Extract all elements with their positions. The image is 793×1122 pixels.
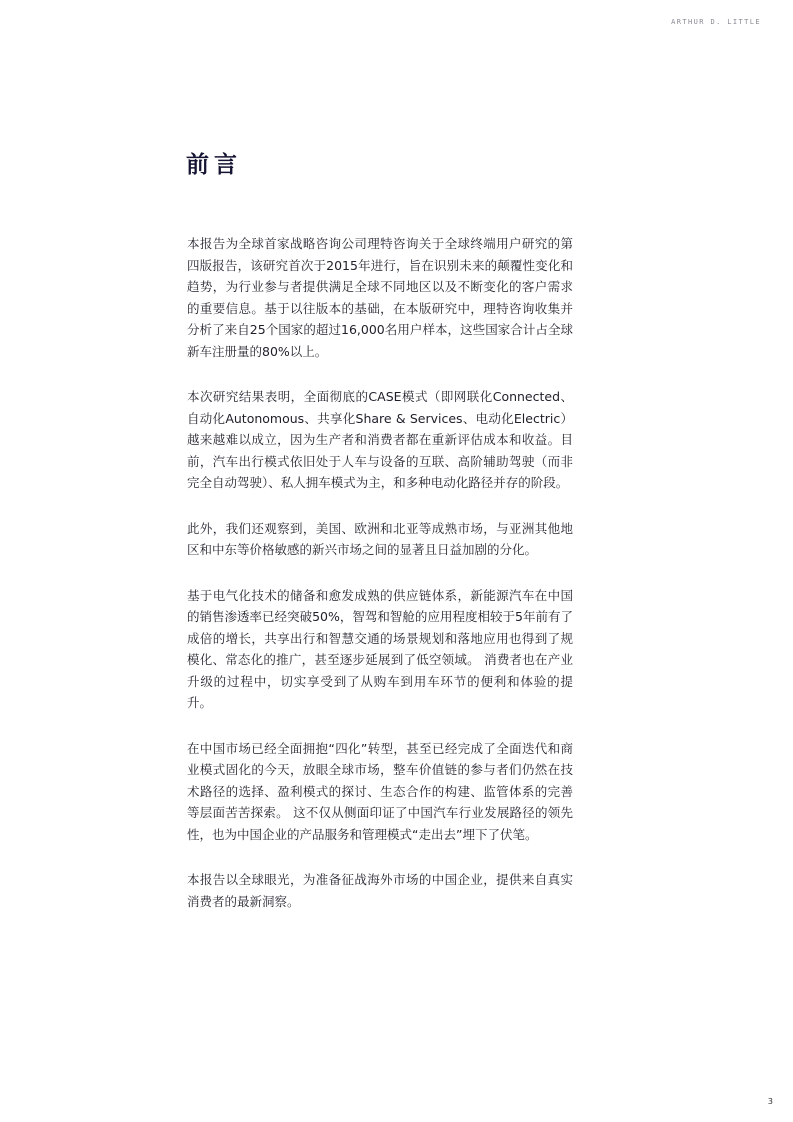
paragraph-market-divergence: 此外，我们还观察到，美国、欧洲和北亚等成熟市场，与亚洲其他地区和中东等价格敏感的新兴市场之间的显著且日益加剧的分化。 xyxy=(187,520,573,557)
page-title: 前言 xyxy=(186,152,242,178)
body-text xyxy=(187,233,573,936)
paragraph-china-market: 在中国市场已经全面拥抱“四化”转型，甚至已经完成了全面迭代和商业模式固化的今天，放眼全球市场，整车价值链的参与者们仍然在技术路径的选择、盈利模式的探讨、生态合作的构建、监管体系的完善等层面苦苦探索。 这不仅从侧面印证了中国汽车行业发展路径的领先性，也为中国企业的产品服务和管理模式“走出去”埋下了伏笔。 xyxy=(187,740,573,842)
paragraph-intro: 本报告为全球首家战略咨询公司理特咨询关于全球终端用户研究的第四版报告，该研究首次于2015年进行，旨在识别未来的颠覆性变化和趋势，为行业参与者提供满足全球不同地区以及不断变化的客户需求的重要信息。基于以往版本的基础，在本版研究中，理特咨询收集并分析了来自25个国家的超过16,000名用户样本，这些国家合计占全球新车注册量的80%以上。 xyxy=(187,236,573,359)
paragraph-conclusion: 本报告以全球眼光，为准备征战海外市场的中国企业，提供来自真实消费者的最新洞察。 xyxy=(187,872,573,909)
paragraph-case-model: 本次研究结果表明，全面彻底的CASE模式（即网联化Connected、自动化Autonomous、共享化Share & Services、电动化Electric）越来越难以成立，因为生产者和消费者都在重新评估成本和收益。目前，汽车出行模式依旧处于人车与设备的互联、高阶辅助驾驶（而非完全自动驾驶）、私人拥车模式为主，和多种电动化路径并存的阶段。 xyxy=(187,389,573,490)
brand-header: ARTHUR D. LITTLE xyxy=(671,18,761,26)
paragraph-china-nev: 基于电气化技术的储备和愈发成熟的供应链体系，新能源汽车在中国的销售渗透率已经突破50%，智驾和智舱的应用程度相较于5年前有了成倍的增长，共享出行和智慧交通的场景规划和落地应用也得到了规模化、常态化的推广，甚至逐步延展到了低空领域。 消费者也在产业升级的过程中，切实享受到了从购车到用车环节的便利和体验的提升。 xyxy=(187,587,573,710)
page-number: 3 xyxy=(767,1097,773,1106)
